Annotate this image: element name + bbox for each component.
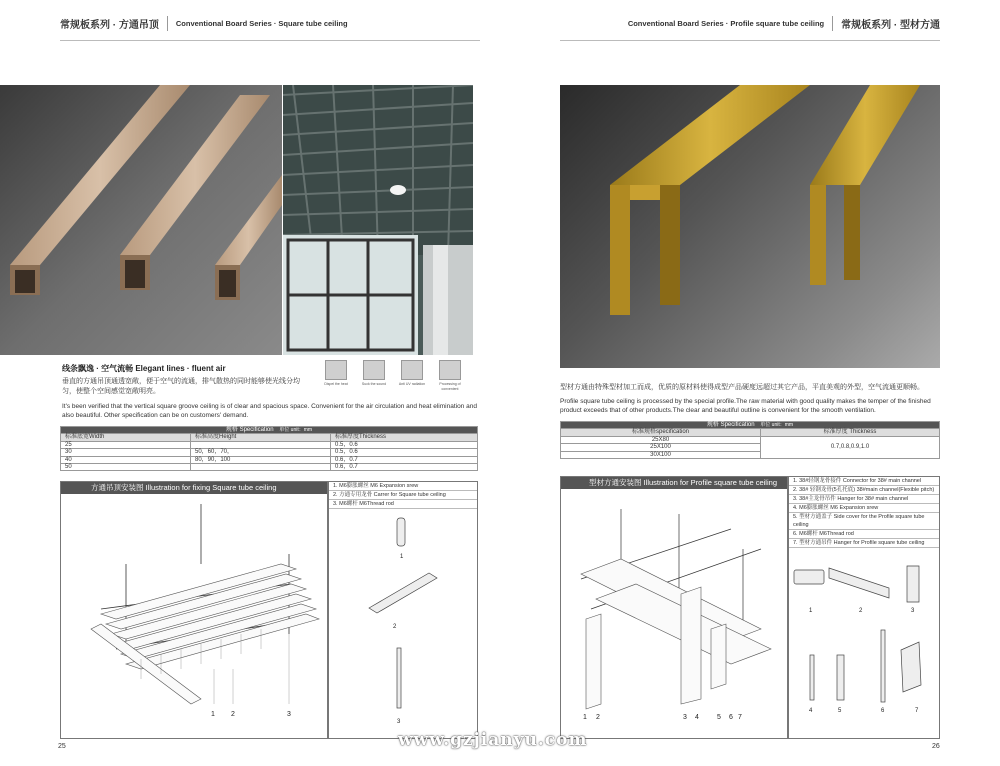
- profile-tube-photo: [560, 85, 940, 368]
- diagram-callout: 3: [287, 711, 291, 718]
- part-callout: 4: [809, 708, 813, 714]
- right-parts-drawing: [789, 540, 939, 740]
- spec-header: 标准规格specification: [561, 429, 761, 436]
- left-header-cn: 常规板系列 · 方通吊顶: [60, 16, 168, 31]
- spec-title-row: [561, 422, 940, 429]
- feature-label: Anti UV radiation: [398, 382, 426, 386]
- spec-title: 规格 Specification: [225, 427, 274, 433]
- profile-tube-install-drawing: [561, 489, 787, 738]
- spec-cell: 0.6，0.7: [331, 464, 478, 471]
- spec-header-row: [561, 429, 940, 436]
- spec-header: 标准高度Height: [191, 434, 331, 441]
- processing-grid-icon: [439, 360, 461, 380]
- spec-title-row: [61, 427, 478, 434]
- spec-row: [561, 436, 940, 443]
- diagram-callout: 7: [738, 714, 742, 721]
- spec-cell: 50: [61, 464, 191, 471]
- wood-tube-photo: [0, 85, 282, 355]
- square-tube-install-drawing: [61, 494, 327, 738]
- part-callout: 3: [397, 719, 401, 725]
- spec-cell: 30: [61, 449, 191, 456]
- left-diagram-title: 方通吊顶安装图 Illustration for fixing Square tube ceiling: [61, 482, 327, 494]
- right-install-diagram: [560, 476, 788, 739]
- spec-cell: 25: [61, 441, 191, 448]
- feature-convenient: [436, 360, 464, 392]
- diagram-callout: 5: [717, 714, 721, 721]
- left-spec-table: [60, 426, 478, 471]
- profile-tube-illustration: [560, 85, 940, 368]
- feature-label: Suck the sound: [361, 382, 387, 386]
- feature-label: Processing of convenient: [439, 382, 461, 391]
- spec-title: 规格 Specification: [706, 422, 755, 428]
- part-item: 1. M6膨胀螺丝 M6 Expansion srew: [329, 482, 477, 491]
- left-page-number: 25: [58, 743, 66, 750]
- right-paragraph-en: Profile square tube ceiling is processed by the special profile.The raw material with good quality makes the temper of the finished product exceeds that of other products.The clear and beautiful outline is convenient for the smooth ventilation.: [560, 398, 931, 414]
- spec-cell: 80，90，100: [191, 456, 331, 463]
- feature-dispel-heat: [322, 360, 350, 387]
- part-callout: 5: [838, 708, 842, 714]
- spec-title-cell: [561, 422, 940, 429]
- part-callout: 3: [911, 608, 915, 614]
- right-parts-list: [788, 476, 940, 739]
- feature-anti-uv: [398, 360, 426, 387]
- part-item: 3. 38#主龙骨吊件 Hanger for 38# main channel: [789, 495, 939, 504]
- part-item: 2. 方通专用龙骨 Carrer for Square tube ceiling: [329, 491, 477, 500]
- right-header-en: Conventional Board Series · Profile square tube ceiling: [627, 18, 825, 28]
- spec-cell: 0.6，0.7: [331, 456, 478, 463]
- spec-cell: 0.5，0.6: [331, 449, 478, 456]
- part-callout: 2: [393, 624, 397, 630]
- ceiling-interior-photo: [283, 85, 473, 355]
- spec-cell: 30X100: [561, 451, 761, 458]
- suck-sound-icon: [363, 360, 385, 380]
- part-item: 4. M6膨胀螺丝 M6 Expansion srew: [789, 504, 939, 513]
- spec-cell: 40: [61, 456, 191, 463]
- right-page-number: 26: [932, 743, 940, 750]
- left-paragraph-cn: 垂直的方通吊顶通透宽敞，便于空气的流通，排气散热的同时能够使光线分均匀，使整个空间感觉宽敞明亮。: [62, 378, 300, 395]
- diagram-callout: 6: [729, 714, 733, 721]
- spec-header: 标准厚度 Thickness: [761, 429, 940, 436]
- part-callout: 1: [400, 554, 404, 560]
- part-callout: 2: [859, 608, 863, 614]
- website-watermark: www.gzjianyu.com: [398, 730, 588, 750]
- diagram-callout: 2: [596, 714, 600, 721]
- spec-unit: 单位 unit：mm: [279, 427, 313, 433]
- part-item: 7. 型材方通吊件 Hanger for Profile square tube ceiling: [789, 539, 939, 548]
- left-header-rule: [60, 40, 480, 41]
- spec-cell: 25X100: [561, 444, 761, 451]
- part-item: 6. M6螺杆 M6Thread rod: [789, 530, 939, 539]
- spec-title-cell: [61, 427, 478, 434]
- right-page-header: [628, 12, 940, 34]
- spec-cell: 50，60，70，: [191, 449, 331, 456]
- left-page-header: [60, 12, 348, 34]
- left-install-diagram: [60, 481, 328, 739]
- spec-cell: [191, 441, 331, 448]
- right-header-cn: 常规板系列 · 型材方通: [832, 16, 940, 31]
- dispel-heat-icon: [325, 360, 347, 380]
- part-callout: 6: [881, 708, 885, 714]
- feature-label: Dispel the heat: [324, 382, 348, 386]
- part-item: 2. 38# 轻钢龙骨(5孔托底) 38#main channel(Flexible pitch): [789, 486, 939, 495]
- spec-row: [61, 441, 478, 448]
- diagram-callout: 1: [211, 711, 215, 718]
- part-item: 1. 38#轻钢龙骨接件 Connector for 38# main channel: [789, 477, 939, 486]
- spec-header: 标准底宽Width: [61, 434, 191, 441]
- right-diagram-title: 型材方通安装图 Illustration for Profile square tube ceiling: [561, 477, 787, 489]
- right-paragraph-cn: 型材方通由特殊型材加工而成，优质的原材料使得成型产品硬度远超过其它产品，平直美观的外型，空气流通更顺畅。: [560, 384, 924, 391]
- diagram-callout: 1: [583, 714, 587, 721]
- spec-row: [61, 464, 478, 471]
- anti-uv-icon: [401, 360, 423, 380]
- right-spec-table: [560, 421, 940, 459]
- feature-suck-sound: [360, 360, 388, 387]
- part-callout: 7: [915, 708, 919, 714]
- spec-row: [61, 449, 478, 456]
- part-item: 5. 型材方通盖子 Side cover for the Profile square tube ceiling: [789, 513, 939, 530]
- spec-cell: 25X80: [561, 436, 761, 443]
- left-parts-drawing: [329, 508, 477, 738]
- part-callout: 1: [809, 608, 813, 614]
- left-header-en: Conventional Board Series · Square tube ceiling: [175, 18, 348, 28]
- spec-cell: 0.7,0.8,0.9,1.0: [761, 436, 940, 458]
- spec-header: 标准厚度Thickness: [331, 434, 478, 441]
- spec-cell: [191, 464, 331, 471]
- part-item: 3. M6螺杆 M6Thread rod: [329, 500, 477, 509]
- left-parts-list: [328, 481, 478, 739]
- ceiling-interior-illustration: [283, 85, 473, 355]
- left-paragraph-en: It's been verified that the vertical square groove ceiling is of clear and spacious space. Convenient for the air circulation and heat elimination and also beautiful. Other specification can be on customers' demand.: [62, 403, 477, 419]
- spec-unit: 单位 unit：mm: [760, 422, 794, 428]
- spec-header-row: [61, 434, 478, 441]
- left-section-title: 线条飘逸 · 空气流畅 Elegant lines · fluent air: [62, 364, 226, 373]
- diagram-callout: 3: [683, 714, 687, 721]
- right-header-rule: [560, 40, 940, 41]
- diagram-callout: 2: [231, 711, 235, 718]
- spec-cell: 0.5，0.6: [331, 441, 478, 448]
- wood-tube-illustration: [0, 85, 282, 355]
- spec-row: [61, 456, 478, 463]
- diagram-callout: 4: [695, 714, 699, 721]
